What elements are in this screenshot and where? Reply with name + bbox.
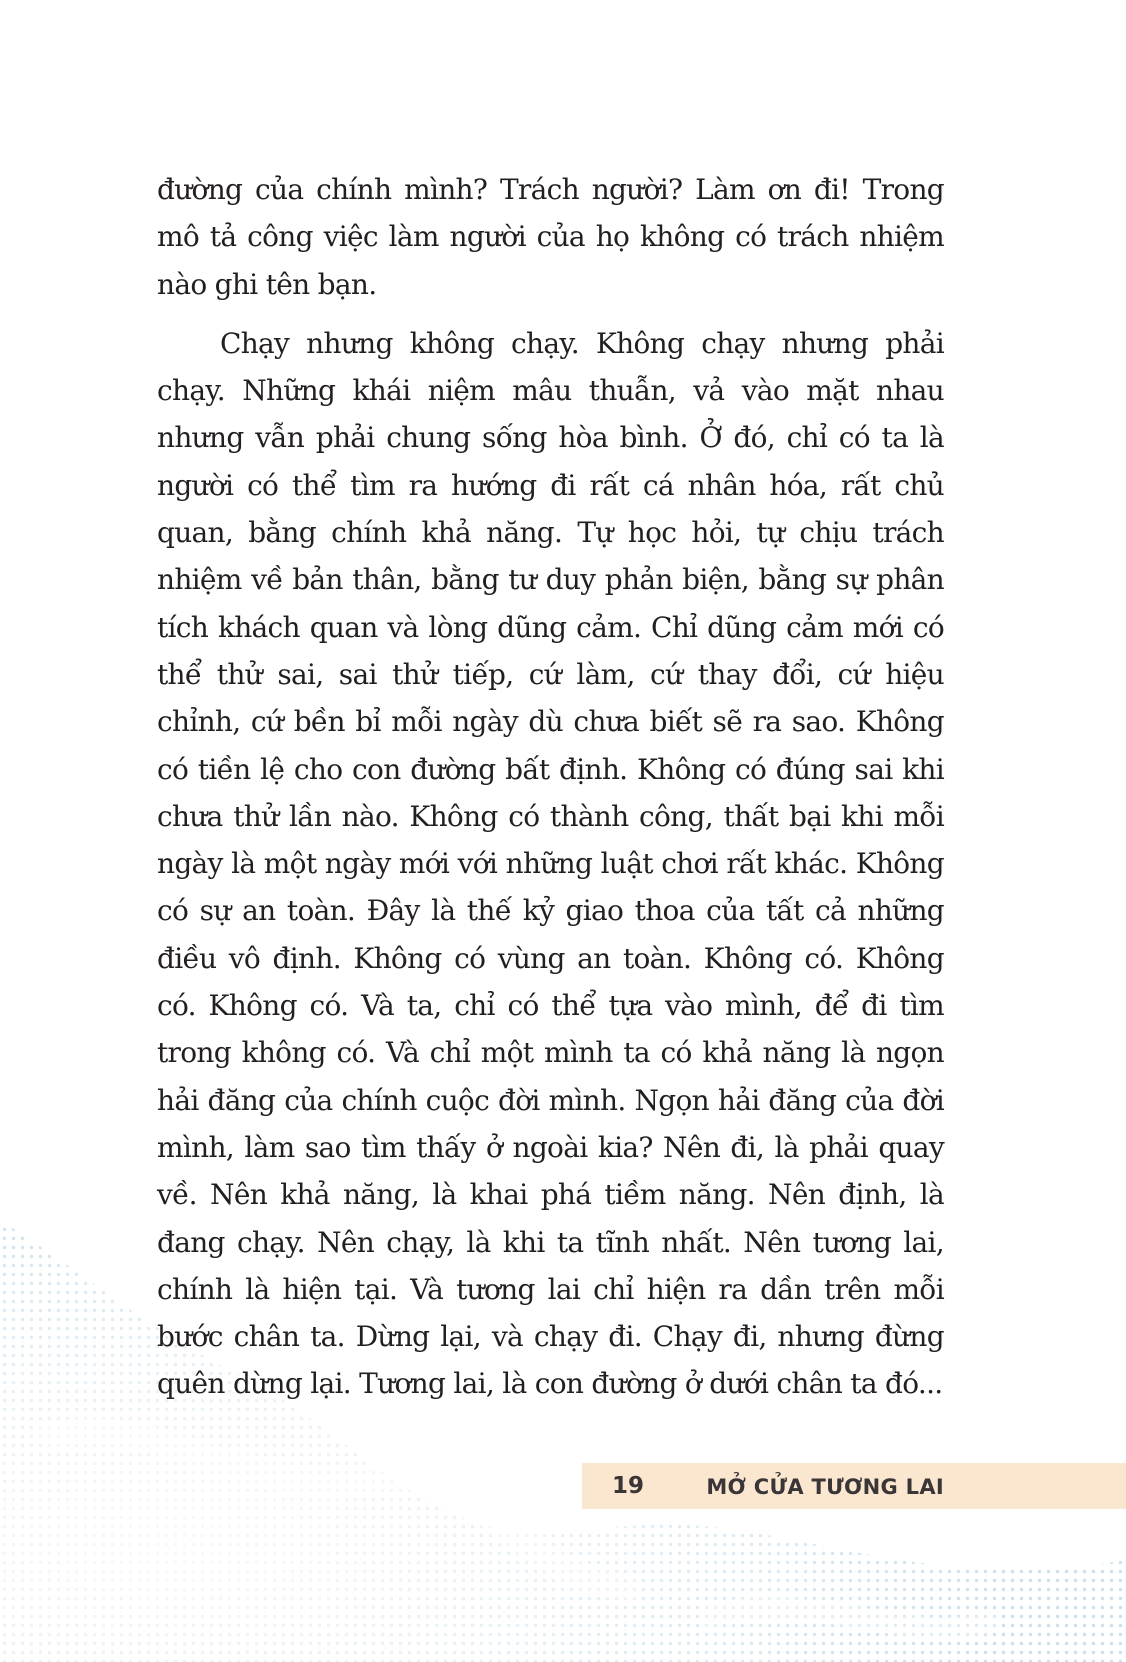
running-head: MỞ CỬA TƯƠNG LAI [706,1475,944,1499]
paragraph-continued: đường của chính mình? Trách người? Làm ơn đi! Trong mô tả công việc làm người của họ không có trách nhiệm nào ghi tên bạn. [157,173,944,301]
paragraph: Chạy nhưng không chạy. Không chạy nhưng phải chạy. Những khái niệm mâu thuẫn, vả vào mặt nhau nhưng vẫn phải chung sống hòa bình. Ở đó, chỉ có ta là người có thể tìm ra hướng đi rất cá nhân hóa, rất chủ quan, bằng chính khả năng. Tự học hỏi, tự chịu trách nhiệm về bản thân, bằng tư duy phản biện, bằng sự phân tích khách quan và lòng dũng cảm. Chỉ dũng cảm mới có thể thử sai, sai thử tiếp, cứ làm, cứ thay đổi, cứ hiệu chỉnh, cứ bền bỉ mỗi ngày dù chưa biết sẽ ra sao. Không có tiền lệ cho con đường bất định. Không có đúng sai khi chưa thử lần nào. Không có thành công, thất bại khi mỗi ngày là một ngày mới với những luật chơi rất khác. Không có sự an toàn. Đây là thế kỷ giao thoa của tất cả những điều vô định. Không có vùng an toàn. Không có. Không có. Không có. Và ta, chỉ có thể tựa vào mình, để đi tìm trong không có. Và chỉ một mình ta có khả năng là ngọn hải đăng của chính cuộc đời mình. Ngọn hải đăng của đời mình, làm sao tìm thấy ở ngoài kia? Nên đi, là phải quay về. Nên khả năng, là khai phá tiềm năng. Nên định, là đang chạy. Nên chạy, là khi ta tĩnh nhất. Nên tương lai, chính là hiện tại. Và tương lai chỉ hiện ra dần trên mỗi bước chân ta. Dừng lại, và chạy đi. Chạy đi, nhưng đừng quên dừng lại. Tương lai, là con đường ở dưới chân ta đó... [157,326,944,1401]
page-number: 19 [612,1473,645,1499]
body-text [157,166,944,1408]
